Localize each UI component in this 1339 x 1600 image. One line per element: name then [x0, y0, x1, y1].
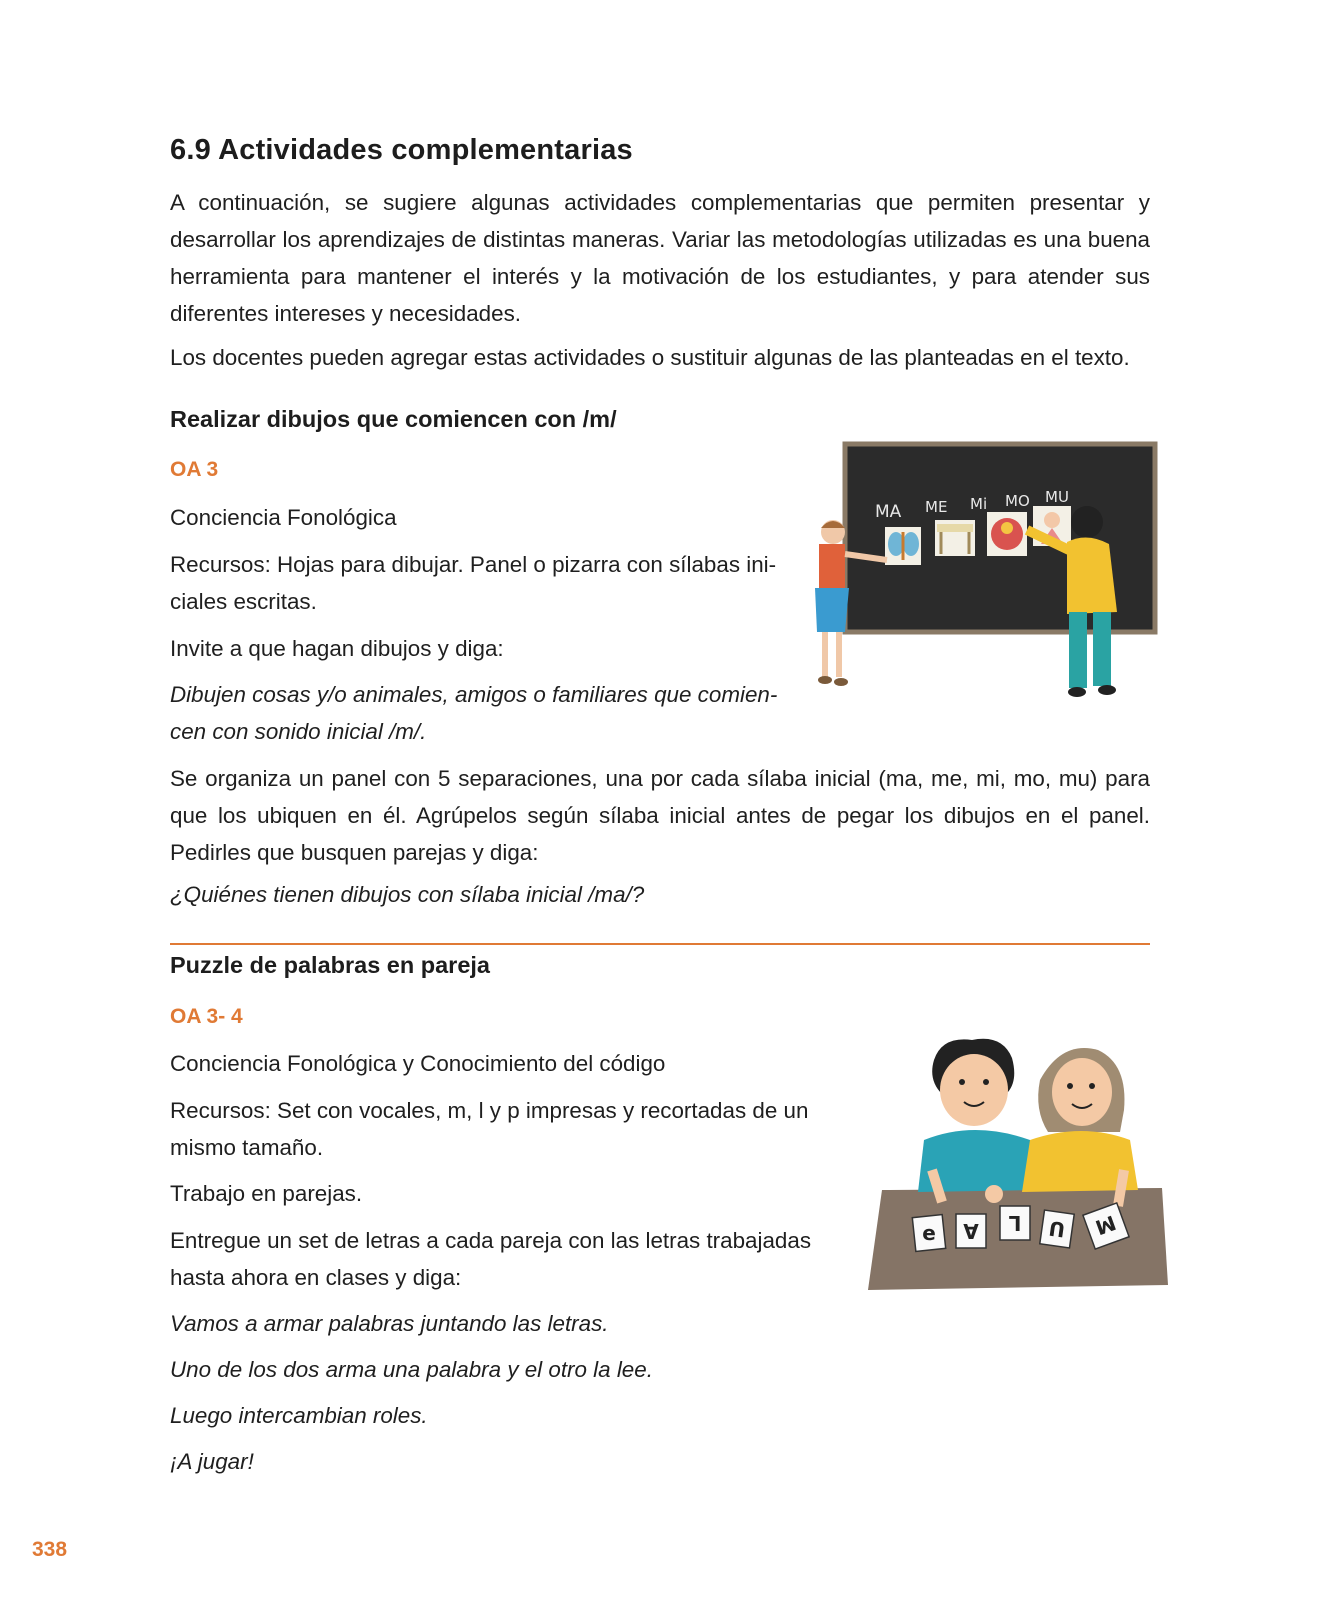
letter-card [1000, 1206, 1030, 1240]
activity-1-invite: Invite a que hagan dibujos y diga: [170, 636, 504, 661]
activity-1-skill: Conciencia Fonológica [170, 505, 397, 530]
board-syllable: MU [1045, 488, 1069, 506]
activity-2-title: Puzzle de palabras en pareja [170, 952, 490, 978]
apple-drawing [987, 512, 1027, 556]
card-letter: U [1047, 1215, 1067, 1243]
boy-figure [918, 1039, 1038, 1203]
activity-2-deliver-line-1: Entregue un set de letras a cada pareja con las letras trabajadas [170, 1228, 812, 1253]
table-drawing [935, 520, 975, 556]
card-letter: A [963, 1219, 979, 1243]
activity-1-question: ¿Quiénes tienen dibujos con sílaba inicial /ma/? [170, 882, 645, 907]
activity-1-title: Realizar dibujos que comiencen con /m/ [170, 406, 617, 432]
activity-1-resources-line-1: Recursos: Hojas para dibujar. Panel o pizarra con sílabas ini- [170, 552, 777, 577]
card-letter: L [1008, 1211, 1022, 1235]
activity-2-deliver-line-2: hasta ahora en clases y diga: [170, 1265, 462, 1290]
letter-card [1040, 1210, 1074, 1248]
section-divider [170, 943, 1150, 945]
intro-note: Los docentes pueden agregar estas actividades o sustituir algunas de las planteadas en el texto. [170, 345, 1130, 370]
activity-2-resources-line-1: Recursos: Set con vocales, m, l y p impresas y recortadas de un [170, 1098, 809, 1123]
board-syllable: MA [875, 502, 902, 522]
activity-2-quote-3: Luego intercambian roles. [170, 1403, 428, 1428]
blackboard-illustration [805, 432, 1165, 732]
activity-1-resources-line-2: ciales escritas. [170, 589, 317, 614]
activity-2-resources-line-2: mismo tamaño. [170, 1135, 324, 1160]
activity-2-quote-4: ¡A jugar! [170, 1449, 254, 1474]
letter-card [912, 1215, 945, 1252]
activity-2-skill: Conciencia Fonológica y Conocimiento del código [170, 1051, 666, 1076]
page-number: 338 [32, 1538, 68, 1561]
activity-2-quote-2: Uno de los dos arma una palabra y el otro la lee. [170, 1357, 653, 1382]
intro-paragraph: A continuación, se sugiere algunas actividades complementarias que permiten presentar y desarrollar los aprendizajes de distintas maneras. Variar las metodologías utilizadas es una buena herramienta para mantener el interés y la motivación de los estudiantes, y para atender sus diferentes intereses y necesidades. [170, 190, 1150, 326]
board-syllable: Mi [970, 495, 988, 513]
board-syllable: ME [925, 498, 948, 516]
activity-2-oa: OA 3- 4 [170, 1005, 243, 1028]
board-syllable: MO [1005, 492, 1030, 510]
activity-1-oa: OA 3 [170, 458, 219, 481]
activity-1-panel-paragraph: Se organiza un panel con 5 separaciones, una por cada sílaba inicial (ma, me, mi, mo, mu) para que los ubiquen en él. Agrúpelos según sílaba inicial antes de pegar los dibujos en el panel. Pedirles que busquen parejas y diga: [170, 766, 1150, 865]
card-letter: e [922, 1221, 936, 1245]
card-letter: M [1092, 1210, 1120, 1240]
section-title: 6.9 Actividades complementarias [170, 134, 633, 166]
letter-puzzle-illustration [862, 1030, 1172, 1295]
activity-2-quote-1: Vamos a armar palabras juntando las letras. [170, 1311, 609, 1336]
letter-card [956, 1214, 986, 1248]
activity-2-pairs: Trabajo en parejas. [170, 1181, 363, 1206]
butterfly-drawing [885, 527, 921, 565]
girl-figure [1022, 1048, 1138, 1206]
activity-1-quote-line-1: Dibujen cosas y/o animales, amigos o familiares que comien- [170, 682, 778, 707]
activity-1-quote-line-2: cen con sonido inicial /m/. [170, 719, 427, 744]
